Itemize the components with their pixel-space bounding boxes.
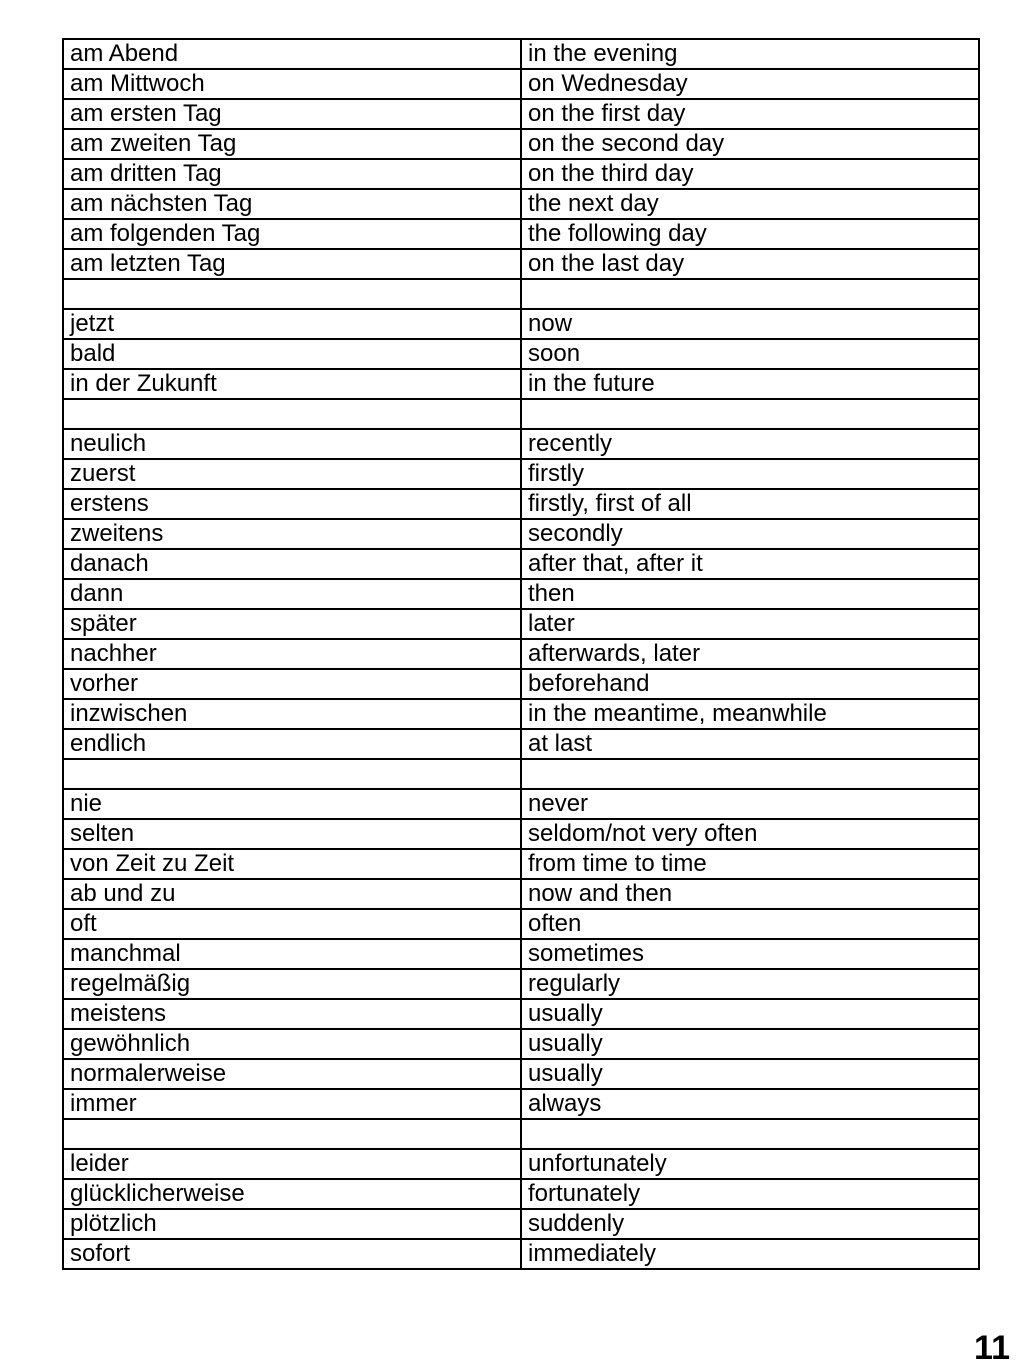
table-row (63, 189, 979, 219)
english-translation-cell: firstly (521, 459, 979, 489)
vocabulary-table (62, 38, 980, 1270)
table-row (63, 1089, 979, 1119)
german-term-cell (63, 759, 521, 789)
german-term-cell: am folgenden Tag (63, 219, 521, 249)
german-term-cell: erstens (63, 489, 521, 519)
table-row (63, 879, 979, 909)
english-translation-cell: regularly (521, 969, 979, 999)
english-translation-cell (521, 399, 979, 429)
german-term-cell (63, 279, 521, 309)
german-term-cell: am ersten Tag (63, 99, 521, 129)
english-translation-cell: seldom/not very often (521, 819, 979, 849)
table-row (63, 759, 979, 789)
table-row (63, 1059, 979, 1089)
german-term-cell: dann (63, 579, 521, 609)
english-translation-cell: the following day (521, 219, 979, 249)
table-row (63, 1029, 979, 1059)
table-row (63, 1149, 979, 1179)
table-row (63, 459, 979, 489)
english-translation-cell: later (521, 609, 979, 639)
table-row (63, 999, 979, 1029)
german-term-cell: danach (63, 549, 521, 579)
english-translation-cell (521, 279, 979, 309)
english-translation-cell: always (521, 1089, 979, 1119)
english-translation-cell: on the first day (521, 99, 979, 129)
german-term-cell: am Abend (63, 39, 521, 69)
table-row (63, 609, 979, 639)
german-term-cell: von Zeit zu Zeit (63, 849, 521, 879)
english-translation-cell: on the second day (521, 129, 979, 159)
table-row (63, 1239, 979, 1269)
german-term-cell (63, 399, 521, 429)
table-row (63, 309, 979, 339)
german-term-cell: zuerst (63, 459, 521, 489)
table-row (63, 789, 979, 819)
english-translation-cell: in the evening (521, 39, 979, 69)
german-term-cell: leider (63, 1149, 521, 1179)
german-term-cell: manchmal (63, 939, 521, 969)
table-row (63, 429, 979, 459)
german-term-cell: normalerweise (63, 1059, 521, 1089)
english-translation-cell: unfortunately (521, 1149, 979, 1179)
english-translation-cell: usually (521, 999, 979, 1029)
german-term-cell: plötzlich (63, 1209, 521, 1239)
german-term-cell: meistens (63, 999, 521, 1029)
table-row (63, 1179, 979, 1209)
english-translation-cell: secondly (521, 519, 979, 549)
german-term-cell: später (63, 609, 521, 639)
table-row (63, 219, 979, 249)
english-translation-cell: on Wednesday (521, 69, 979, 99)
table-row (63, 969, 979, 999)
english-translation-cell: fortunately (521, 1179, 979, 1209)
table-row (63, 849, 979, 879)
table-row (63, 159, 979, 189)
german-term-cell: am dritten Tag (63, 159, 521, 189)
english-translation-cell: beforehand (521, 669, 979, 699)
table-row (63, 909, 979, 939)
table-row (63, 129, 979, 159)
german-term-cell: am zweiten Tag (63, 129, 521, 159)
english-translation-cell: firstly, first of all (521, 489, 979, 519)
table-row (63, 1209, 979, 1239)
german-term-cell: zweitens (63, 519, 521, 549)
german-term-cell: oft (63, 909, 521, 939)
english-translation-cell (521, 759, 979, 789)
german-term-cell: immer (63, 1089, 521, 1119)
german-term-cell: sofort (63, 1239, 521, 1269)
english-translation-cell: sometimes (521, 939, 979, 969)
table-row (63, 69, 979, 99)
german-term-cell: in der Zukunft (63, 369, 521, 399)
german-term-cell: am Mittwoch (63, 69, 521, 99)
table-row (63, 519, 979, 549)
table-row (63, 1119, 979, 1149)
english-translation-cell: usually (521, 1059, 979, 1089)
english-translation-cell: then (521, 579, 979, 609)
german-term-cell: gewöhnlich (63, 1029, 521, 1059)
table-row (63, 729, 979, 759)
table-row (63, 639, 979, 669)
table-row (63, 549, 979, 579)
page-number: 11 (974, 1329, 1010, 1367)
english-translation-cell: on the last day (521, 249, 979, 279)
english-translation-cell: afterwards, later (521, 639, 979, 669)
english-translation-cell: the next day (521, 189, 979, 219)
table-row (63, 489, 979, 519)
german-term-cell: endlich (63, 729, 521, 759)
german-term-cell: neulich (63, 429, 521, 459)
table-row (63, 669, 979, 699)
english-translation-cell: immediately (521, 1239, 979, 1269)
german-term-cell: inzwischen (63, 699, 521, 729)
german-term-cell: glücklicherweise (63, 1179, 521, 1209)
german-term-cell: regelmäßig (63, 969, 521, 999)
german-term-cell: ab und zu (63, 879, 521, 909)
table-row (63, 399, 979, 429)
english-translation-cell: from time to time (521, 849, 979, 879)
english-translation-cell: often (521, 909, 979, 939)
table-row (63, 699, 979, 729)
table-row (63, 339, 979, 369)
english-translation-cell: on the third day (521, 159, 979, 189)
german-term-cell: am letzten Tag (63, 249, 521, 279)
english-translation-cell: now (521, 309, 979, 339)
table-row (63, 819, 979, 849)
table-row (63, 39, 979, 69)
german-term-cell (63, 1119, 521, 1149)
english-translation-cell: after that, after it (521, 549, 979, 579)
german-term-cell: bald (63, 339, 521, 369)
table-row (63, 939, 979, 969)
table-row (63, 249, 979, 279)
table-row (63, 579, 979, 609)
english-translation-cell: soon (521, 339, 979, 369)
german-term-cell: nachher (63, 639, 521, 669)
german-term-cell: selten (63, 819, 521, 849)
english-translation-cell: recently (521, 429, 979, 459)
german-term-cell: am nächsten Tag (63, 189, 521, 219)
english-translation-cell: in the meantime, meanwhile (521, 699, 979, 729)
table-row (63, 99, 979, 129)
table-row (63, 369, 979, 399)
english-translation-cell: never (521, 789, 979, 819)
vocabulary-table-body (63, 39, 979, 1269)
english-translation-cell: usually (521, 1029, 979, 1059)
german-term-cell: jetzt (63, 309, 521, 339)
english-translation-cell: at last (521, 729, 979, 759)
english-translation-cell: in the future (521, 369, 979, 399)
english-translation-cell: now and then (521, 879, 979, 909)
german-term-cell: nie (63, 789, 521, 819)
english-translation-cell: suddenly (521, 1209, 979, 1239)
german-term-cell: vorher (63, 669, 521, 699)
table-row (63, 279, 979, 309)
english-translation-cell (521, 1119, 979, 1149)
